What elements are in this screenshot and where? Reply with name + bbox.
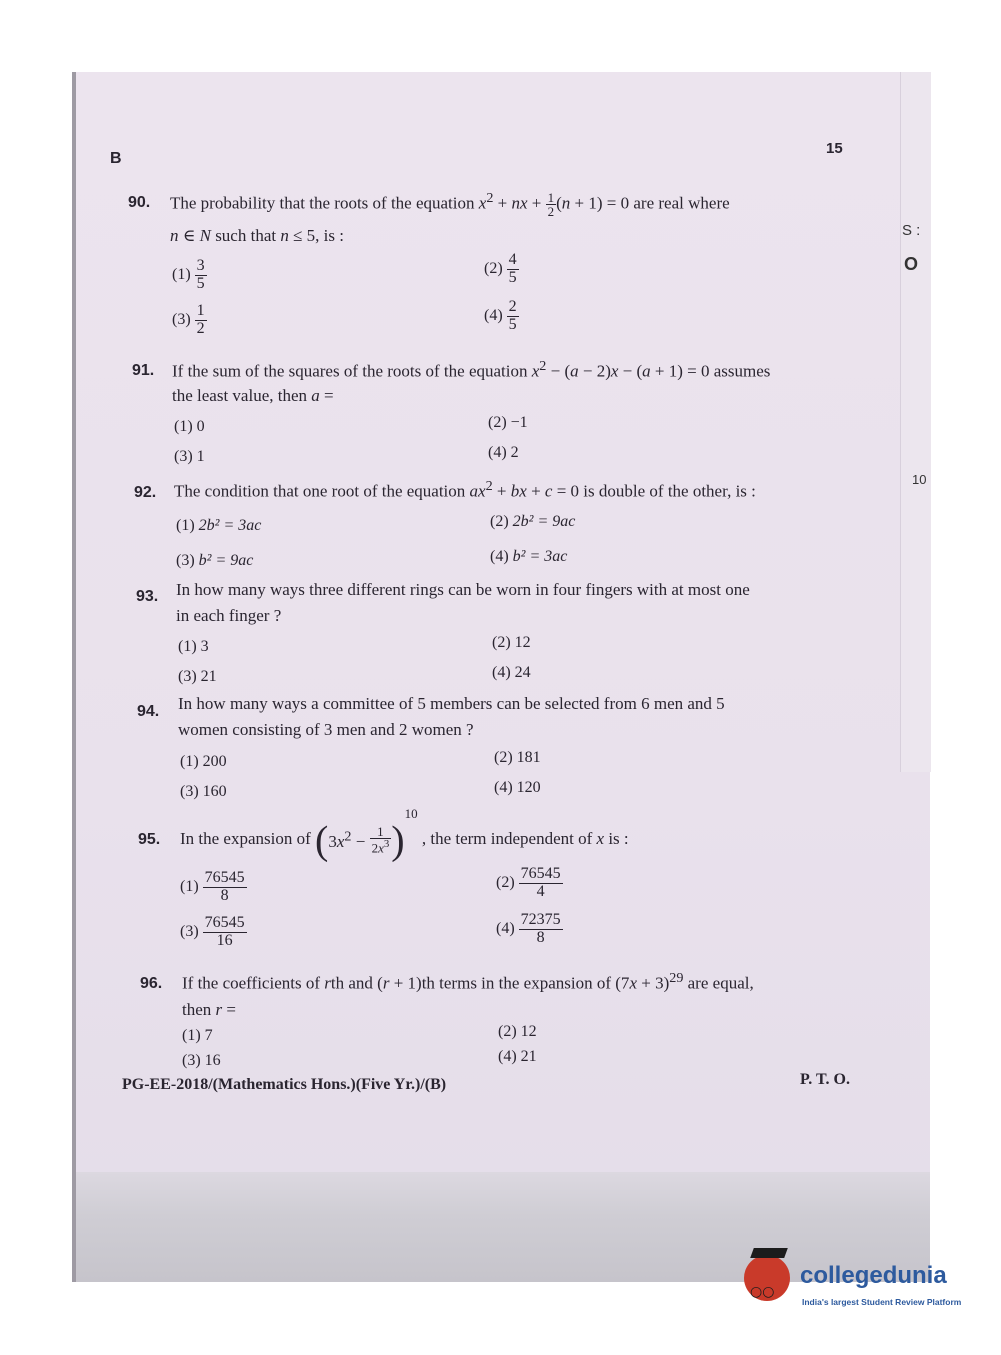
question-text: In the expansion of ($3x^2$ − $\frac{1}{2x^3}$ )$^{10}$ , the term independent of x is : (180, 806, 629, 863)
option: (2) 2b² = 9ac (490, 513, 576, 530)
option: (1) 7 (182, 1027, 213, 1044)
question-number: 90. (128, 194, 151, 211)
paper-code: PG-EE-2018/(Mathematics Hons.)(Five Yr.)/(B) (122, 1076, 447, 1093)
option: (4) b² = 3ac (490, 548, 568, 565)
side-mark-o: O (904, 254, 919, 274)
option: (2) −1 (488, 414, 528, 431)
option: (1) 2b² = 3ac (176, 517, 262, 534)
side-mark-s: S : (902, 222, 921, 239)
option: (4) 21 (498, 1048, 537, 1065)
question-text: The condition that one root of the equation $ax^2$ + bx + c = 0 is double of the other, is : (174, 478, 756, 501)
question-text: In how many ways three different rings can be worn in four fingers with at most one (176, 580, 750, 599)
watermark-brand: collegedunia (800, 1262, 947, 1289)
question-text-line2: in each finger ? (176, 606, 282, 625)
option: (2) $\frac{76545}{4}$ (496, 865, 561, 900)
option: (2) $\frac{4}{5}$ (484, 251, 517, 286)
page-number: 15 (826, 140, 843, 157)
option: (4) 2 (488, 444, 519, 461)
option: (1) 3 (178, 638, 209, 655)
page-left-edge (72, 72, 76, 1282)
question-number: 93. (136, 588, 159, 605)
option: (3) 21 (178, 668, 217, 685)
option: (4) $\frac{72375}{8}$ (496, 911, 561, 946)
question-text: If the sum of the squares of the roots of the equation $x^2 - (a - 2)x - (a + 1) = 0$ assumes (172, 358, 771, 381)
question-text-line2: n ∈ N such that n ≤ 5, is : (170, 226, 344, 245)
option: (1) 200 (180, 753, 227, 770)
option: (2) 12 (492, 634, 531, 651)
option: (1) $\frac{76545}{8}$ (180, 869, 245, 904)
question-number: 95. (138, 831, 161, 848)
pto-label: P. T. O. (800, 1071, 850, 1088)
question-text-line2: the least value, then a = (172, 386, 334, 405)
option: (3) 1 (174, 448, 205, 465)
option: (3) b² = 9ac (176, 552, 254, 569)
question-text-line2: then r = (182, 1000, 236, 1019)
option: (2) 181 (494, 749, 541, 766)
option: (1) 0 (174, 418, 205, 435)
watermark-tagline: India's largest Student Review Platform (802, 1297, 962, 1307)
option: (3) $\frac{1}{2}$ (172, 302, 205, 337)
adjacent-page-strip (900, 72, 931, 772)
option: (4) $\frac{2}{5}$ (484, 298, 517, 333)
option: (2) 12 (498, 1023, 537, 1040)
graduation-cap-icon (750, 1248, 788, 1258)
option: (4) 24 (492, 664, 531, 681)
option: (3) $\frac{76545}{16}$ (180, 914, 245, 949)
option: (3) 160 (180, 783, 227, 800)
option: (1) $\frac{3}{5}$ (172, 257, 205, 292)
question-text-line2: women consisting of 3 men and 2 women ? (178, 720, 474, 739)
option: (4) 120 (494, 779, 541, 796)
question-text: If the coefficients of rth and (r + 1)th terms in the expansion of $(7x + 3)^{29}$ are equal, (182, 970, 754, 993)
question-text: The probability that the roots of the equation $x^2$ + nx + $\frac{1}{2}$ (n + 1) = 0 are real where (170, 189, 730, 220)
question-number: 94. (137, 703, 160, 720)
glasses-icon: ○○ (750, 1284, 775, 1300)
question-text: In how many ways a committee of 5 members can be selected from 6 men and 5 (178, 694, 725, 713)
question-number: 96. (140, 975, 163, 992)
option: (3) 16 (182, 1052, 221, 1069)
question-number: 91. (132, 362, 155, 379)
side-mark-10: 10 (912, 472, 927, 487)
question-number: 92. (134, 484, 157, 501)
set-code: B (110, 150, 122, 167)
